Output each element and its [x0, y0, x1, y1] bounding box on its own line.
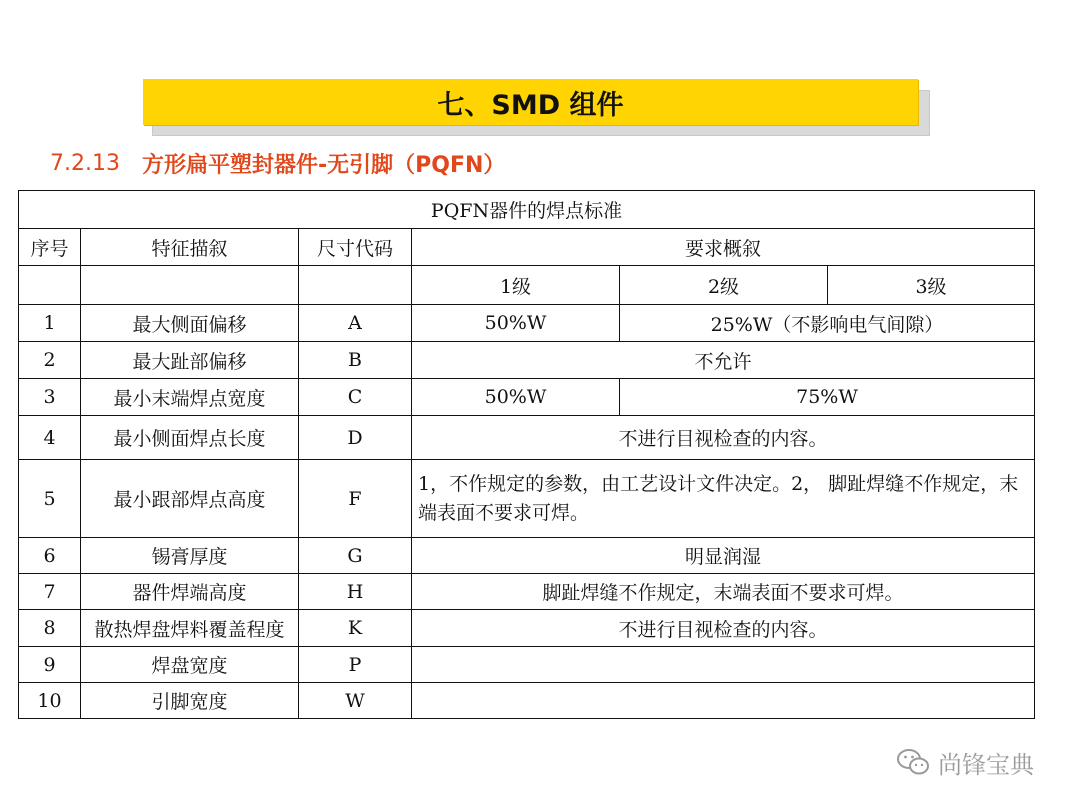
header-index: 序号	[19, 229, 81, 266]
row-number: 7	[19, 574, 81, 610]
level-1-header: 1级	[412, 266, 620, 305]
row-code: W	[299, 683, 412, 719]
header-code: 尺寸代码	[299, 229, 412, 266]
table-caption: PQFN器件的焊点标准	[19, 191, 1035, 229]
level-3-header: 3级	[828, 266, 1035, 305]
row-code: B	[299, 342, 412, 379]
row-level1: 50%W	[412, 379, 620, 416]
header-feature: 特征描叙	[81, 229, 299, 266]
table-row	[19, 538, 1035, 574]
row-requirement: 脚趾焊缝不作规定，末端表面不要求可焊。	[412, 574, 1035, 610]
row-feature: 引脚宽度	[81, 683, 299, 719]
header-blank	[19, 266, 81, 305]
row-code: H	[299, 574, 412, 610]
row-feature: 最小末端焊点宽度	[81, 379, 299, 416]
row-code: C	[299, 379, 412, 416]
row-number: 10	[19, 683, 81, 719]
header-blank	[81, 266, 299, 305]
row-code: F	[299, 460, 412, 538]
row-feature: 焊盘宽度	[81, 647, 299, 683]
solder-joint-table	[18, 190, 1035, 719]
row-feature: 器件焊端高度	[81, 574, 299, 610]
row-code: G	[299, 538, 412, 574]
row-requirement	[412, 683, 1035, 719]
header-blank	[299, 266, 412, 305]
watermark-text: 尚锋宝典	[938, 750, 1034, 779]
row-requirement	[412, 647, 1035, 683]
row-number: 8	[19, 610, 81, 647]
section-title: 方形扁平塑封器件-无引脚（PQFN）	[141, 152, 506, 178]
row-code: P	[299, 647, 412, 683]
table-row	[19, 683, 1035, 719]
row-feature: 锡膏厚度	[81, 538, 299, 574]
row-feature: 散热焊盘焊料覆盖程度	[81, 610, 299, 647]
table-row	[19, 305, 1035, 342]
row-number: 1	[19, 305, 81, 342]
row-feature: 最大趾部偏移	[81, 342, 299, 379]
row-feature: 最小侧面焊点长度	[81, 416, 299, 460]
row-number: 2	[19, 342, 81, 379]
row-number: 9	[19, 647, 81, 683]
section-heading	[50, 146, 505, 180]
row-level23: 75%W	[620, 379, 1035, 416]
header-requirement: 要求概叙	[412, 229, 1035, 266]
table-row	[19, 610, 1035, 647]
row-requirement: 明显润湿	[412, 538, 1035, 574]
table-row	[19, 647, 1035, 683]
table-row	[19, 460, 1035, 538]
row-number: 6	[19, 538, 81, 574]
table-row	[19, 342, 1035, 379]
table-row	[19, 416, 1035, 460]
row-number: 5	[19, 460, 81, 538]
row-level23: 25%W（不影响电气间隙）	[620, 305, 1035, 342]
row-requirement: 1，不作规定的参数，由工艺设计文件决定。2， 脚趾焊缝不作规定，末端表面不要求可焊。	[412, 460, 1035, 538]
row-requirement: 不允许	[412, 342, 1035, 379]
row-level1: 50%W	[412, 305, 620, 342]
row-code: D	[299, 416, 412, 460]
row-code: A	[299, 305, 412, 342]
table-row	[19, 574, 1035, 610]
row-feature: 最小跟部焊点高度	[81, 460, 299, 538]
section-banner	[143, 79, 918, 125]
row-feature: 最大侧面偏移	[81, 305, 299, 342]
row-requirement: 不进行目视检查的内容。	[412, 610, 1035, 647]
section-number: 7.2.13	[50, 150, 120, 176]
banner-title: 七、SMD 组件	[437, 89, 624, 121]
watermark	[896, 744, 1034, 780]
row-requirement: 不进行目视检查的内容。	[412, 416, 1035, 460]
row-code: K	[299, 610, 412, 647]
row-number: 3	[19, 379, 81, 416]
level-2-header: 2级	[620, 266, 828, 305]
row-number: 4	[19, 416, 81, 460]
table-row	[19, 379, 1035, 416]
wechat-icon	[896, 748, 930, 776]
